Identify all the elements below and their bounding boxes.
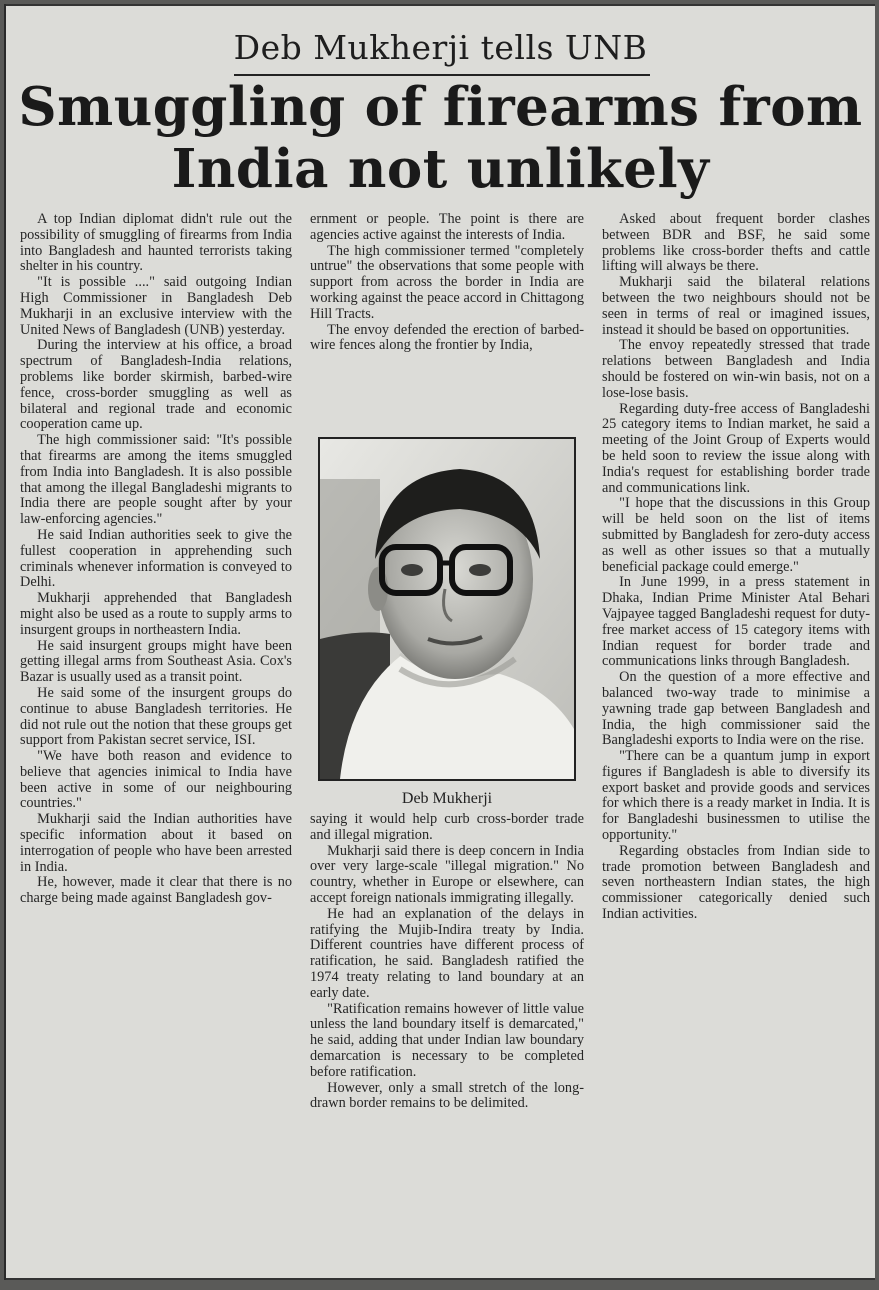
paragraph: On the question of a more effective and balanced two-way trade to minimise a yawning trade gap between Bangladesh and India, the high commissioner said the Bangladeshi exports to India were on the rise. <box>602 669 870 749</box>
article-column-2-top <box>310 212 584 354</box>
article-column-3 <box>602 212 870 923</box>
paragraph: He said insurgent groups might have been getting illegal arms from Southeast Asia. Cox's Bazar is usually used as a transit point. <box>20 637 292 686</box>
paragraph: The high commissioner said: "It's possible that firearms are among the items smuggled from India into Bangladesh. It is also possible that among the illegal Bangladeshi migrants to India there are people sought after by your law-enforcing agencies." <box>20 432 292 528</box>
paragraph: The envoy repeatedly stressed that trade relations between Bangladesh and India should be fostered on win-win basis, not on a lose-lose basis. <box>602 337 870 401</box>
paragraph: He, however, made it clear that there is no charge being made against Bangladesh gov- <box>20 874 292 907</box>
paragraph: Regarding obstacles from Indian side to trade promotion between Bangladesh and seven northeastern Indian states, the high commissioner categorically denied such Indian activities. <box>602 842 870 923</box>
paragraph: ernment or people. The point is there are agencies active against the interests of India. <box>310 211 584 243</box>
paragraph: Regarding duty-free access of Bangladeshi 25 category items to Indian market, he said a meeting of the Joint Group of Experts would be held soon to review the issue along with India's request for establishing border trade and communications link. <box>602 400 870 496</box>
paragraph: In June 1999, in a press statement in Dhaka, Indian Prime Minister Atal Behari Vajpayee tagged Bangladeshi request for duty-free market access of 15 category items with Indian request for border trade and communications links through Bangladesh. <box>602 574 870 670</box>
paragraph: However, only a small stretch of the long-drawn border remains to be delimited. <box>310 1079 584 1112</box>
paragraph: Mukharji apprehended that Bangladesh might also be used as a route to supply arms to insurgent groups in northeastern India. <box>20 590 292 638</box>
bottom-rule <box>6 1278 875 1280</box>
headline-line-1: Smuggling of firearms from <box>18 76 863 138</box>
headline-line-2: India not unlikely <box>171 138 710 200</box>
paragraph: "It is possible ...." said outgoing Indian High Commissioner in Bangladesh Deb Mukharji in an exclusive interview with the United News of Bangladesh (UNB) yesterday. <box>20 274 292 338</box>
paragraph: "There can be a quantum jump in export figures if Bangladesh is able to diversify its export basket and provide goods and services for which there is a ready market in India. It is for Bangladeshi businessmen to utilise the opportunity." <box>602 748 870 844</box>
paragraph: "We have both reason and evidence to believe that agencies inimical to India have been active in some of our neighbouring countries." <box>20 748 292 812</box>
portrait-image <box>320 439 574 779</box>
paragraph: Mukharji said the Indian authorities have specific information about it based on interrogation of people who have been arrested in India. <box>20 811 292 875</box>
paragraph: Mukharji said the bilateral relations between the two neighbours should not be seen in terms of real or imagined issues, instead it should be based on opportunities. <box>602 274 870 338</box>
paragraph: Mukharji said there is deep concern in India over very large-scale "illegal migration." No country, whether in Europe or elsewhere, can accept foreign nationals immigrating illegally. <box>310 842 584 906</box>
newspaper-clipping <box>4 4 875 1280</box>
paragraph: "Ratification remains however of little value unless the land boundary itself is demarcated," he said, adding that under Indian law boundary demarcation is necessary to be completed before ratification. <box>310 1000 584 1080</box>
paragraph: The envoy defended the erection of barbed-wire fences along the frontier by India, <box>310 321 584 354</box>
portrait-photo <box>318 437 576 781</box>
paragraph: The high commissioner termed "completely untrue" the observations that some people with support from across the border in India are working against the peace accord in Chittagong Hill Tracts. <box>310 242 584 322</box>
paragraph: Asked about frequent border clashes between BDR and BSF, he said some problems like cross-border thefts and cattle lifting will always be there. <box>602 211 870 275</box>
kicker: Deb Mukherji tells UNB <box>233 28 648 67</box>
top-rule <box>6 4 875 6</box>
article-column-1 <box>20 212 292 907</box>
paragraph: During the interview at his office, a broad spectrum of Bangladesh-India relations, problems like border skirmish, barbed-wire fence, cross-border smuggling as well as bilateral and regional trade and economic cooperation came up. <box>20 337 292 433</box>
paragraph: He said some of the insurgent groups do continue to abuse Bangladesh territories. He did not rule out the notion that these groups get support from Pakistan secret service, ISI. <box>20 684 292 749</box>
paragraph: "I hope that the discussions in this Group will be held soon on the list of items submitted by Bangladesh for zero-duty access as well as other issues so that a mutually beneficial package could emerge." <box>602 495 870 575</box>
article-column-2-bottom <box>310 812 584 1112</box>
paragraph: He said Indian authorities seek to give the fullest cooperation in apprehending such criminals whenever information is conveyed to Delhi. <box>20 526 292 591</box>
paragraph: He had an explanation of the delays in ratifying the Mujib-Indira treaty by India. Different countries have different process of ratification, he said. Bangladesh ratified the 1974 treaty relating to land boundary at an early date. <box>310 905 584 1001</box>
photo-caption: Deb Mukherji <box>401 790 493 807</box>
headline <box>6 76 875 200</box>
paragraph: A top Indian diplomat didn't rule out the possibility of smuggling of firearms from India into Bangladesh and haunted terrorists taking shelter in his country. <box>20 211 292 275</box>
paragraph: saying it would help curb cross-border trade and illegal migration. <box>310 811 584 843</box>
